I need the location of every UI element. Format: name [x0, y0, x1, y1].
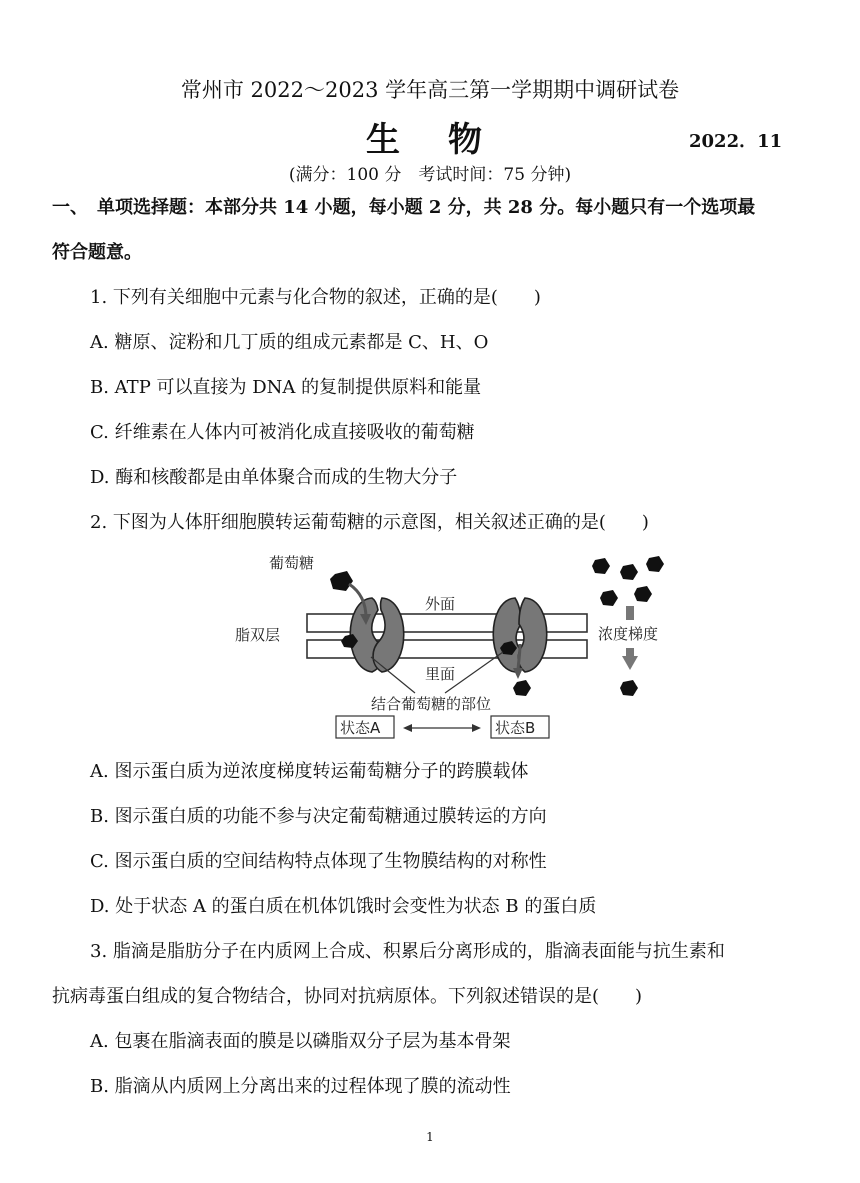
glucose-cluster-1 [592, 558, 610, 574]
glucose-cluster-3 [646, 556, 664, 572]
binding-site-label: 结合葡萄糖的部位 [371, 695, 492, 713]
exam-title: 常州市 2022～2023 学年高三第一学期期中调研试卷 [180, 78, 680, 102]
glucose-label: 葡萄糖 [269, 554, 315, 572]
arrowhead-b [513, 668, 523, 679]
state-a-label: 状态A [340, 719, 381, 737]
question-1-option-c: C. 纤维素在人体内可被消化成直接吸收的葡萄糖 [90, 422, 475, 443]
question-1-option-b: B. ATP 可以直接为 DNA 的复制提供原料和能量 [90, 377, 482, 398]
question-2-option-b: B. 图示蛋白质的功能不参与决定葡萄糖通过膜转运的方向 [90, 806, 547, 827]
question-3-stem: 3. 脂滴是脂肪分子在内质网上合成、积累后分离形成的，脂滴表面能与抗生素和 [90, 941, 725, 962]
question-3-option-b: B. 脂滴从内质网上分离出来的过程体现了膜的流动性 [90, 1076, 511, 1097]
question-3-option-a: A. 包裹在脂滴表面的膜是以磷脂双分子层为基本骨架 [90, 1031, 511, 1052]
state-arrowhead-right [472, 724, 481, 732]
inside-label: 里面 [425, 665, 456, 683]
transporter-state-a [350, 598, 404, 672]
glucose-cluster-4 [600, 590, 618, 606]
state-arrowhead-left [403, 724, 412, 732]
subject-title: 生物 [366, 120, 530, 160]
section-heading-cont: 符合题意。 [52, 242, 142, 263]
glucose-cluster-2 [620, 564, 638, 580]
question-1-stem: 1. 下列有关细胞中元素与化合物的叙述，正确的是( ) [90, 287, 541, 308]
gradient-arrowhead [622, 656, 638, 670]
glucose-cluster-5 [634, 586, 652, 602]
lipid-bilayer-label: 脂双层 [235, 626, 281, 644]
outside-label: 外面 [425, 595, 456, 613]
glucose-molecule [330, 571, 353, 591]
released-glucose [513, 680, 531, 696]
gradient-label: 浓度梯度 [598, 625, 659, 643]
gradient-arrow-top [626, 606, 634, 620]
question-2-option-d: D. 处于状态 A 的蛋白质在机体饥饿时会变性为状态 B 的蛋白质 [90, 896, 597, 917]
question-2-option-c: C. 图示蛋白质的空间结构特点体现了生物膜结构的对称性 [90, 851, 547, 872]
score-and-time: (满分：100 分 考试时间：75 分钟) [288, 165, 572, 185]
state-b-label: 状态B [495, 719, 536, 737]
question-2-stem: 2. 下图为人体肝细胞膜转运葡萄糖的示意图，相关叙述正确的是( ) [90, 512, 649, 533]
question-3-stem-cont: 抗病毒蛋白组成的复合物结合，协同对抗病原体。下列叙述错误的是( ) [52, 986, 643, 1007]
glucose-transport-figure [225, 548, 685, 748]
page-number: 1 [426, 1130, 434, 1144]
question-1-option-a: A. 糖原、淀粉和几丁质的组成元素都是 C、H、O [90, 332, 489, 353]
question-1-option-d: D. 酶和核酸都是由单体聚合而成的生物大分子 [90, 467, 458, 488]
section-heading: 一、 单项选择题：本部分共 14 小题，每小题 2 分，共 28 分。每小题只有一个选项最 [52, 197, 756, 218]
exam-date: 2022．11 [689, 131, 783, 152]
question-2-option-a: A. 图示蛋白质为逆浓度梯度转运葡萄糖分子的跨膜载体 [90, 761, 529, 782]
glucose-low-side [620, 680, 638, 696]
